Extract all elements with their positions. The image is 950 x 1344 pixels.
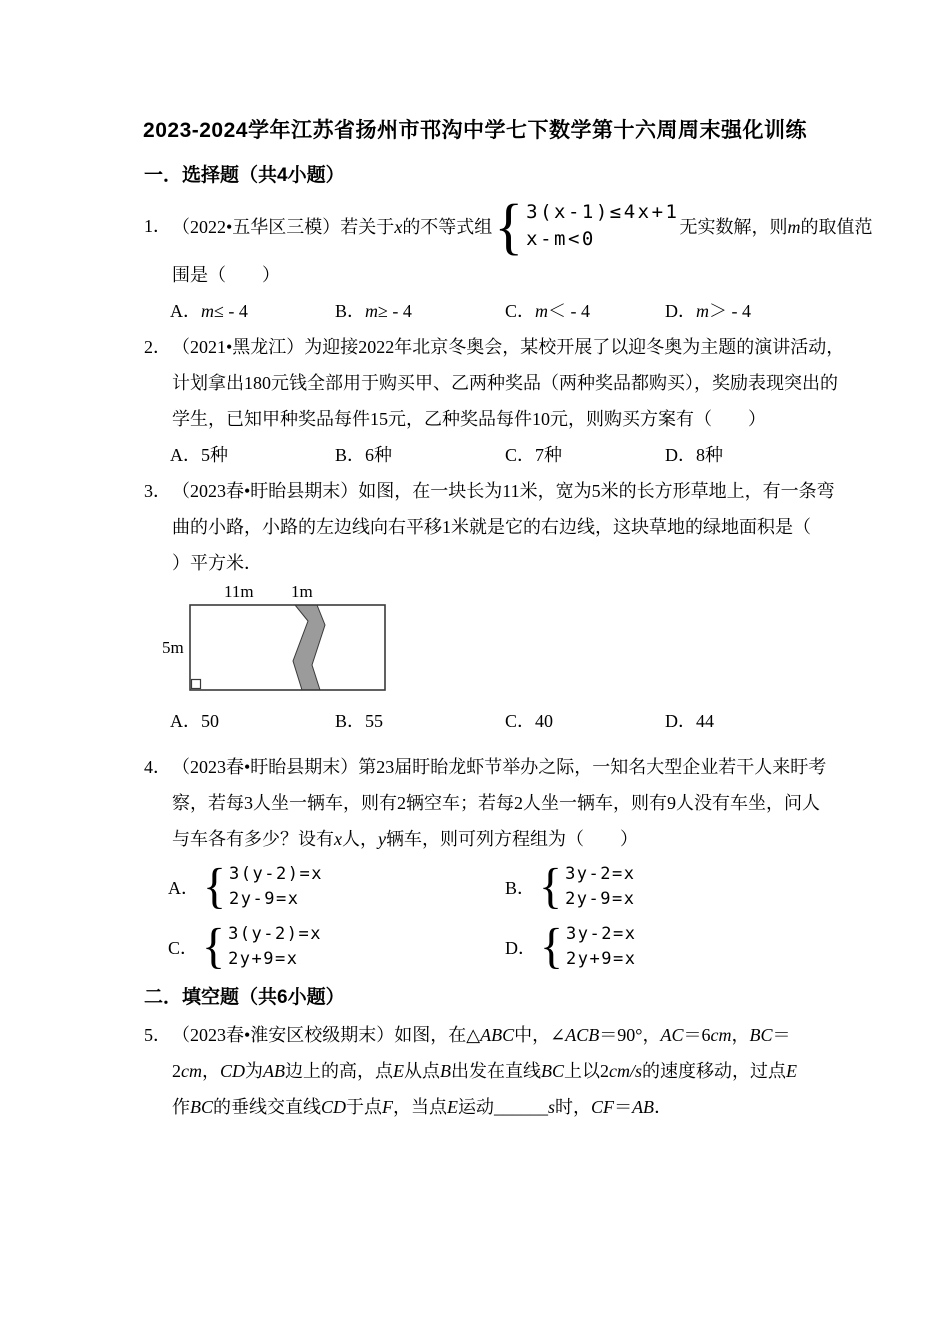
text-segment: ， (731, 1025, 750, 1045)
equation-bottom: 2y+9=x (566, 949, 637, 969)
inequality-top: 3(x-1)≤4x+1 (526, 201, 680, 223)
question-3-number: 3． (144, 481, 171, 501)
system-brace: { (539, 858, 563, 915)
text-segment: （2022•五华区三模）若关于 (172, 217, 395, 237)
math-variable: cm (710, 1025, 732, 1045)
figure-label-11m: 11m (224, 583, 254, 601)
text-segment: 出发在直线 (451, 1061, 542, 1081)
math-variable: y (378, 829, 386, 849)
text-segment: ＝90°， (599, 1025, 661, 1045)
option-d-value: 44 (696, 711, 714, 731)
question-3 (144, 473, 856, 739)
text-segment: 运动 (458, 1097, 495, 1117)
option-d (665, 703, 714, 739)
option-c-label: C． (505, 301, 536, 321)
text-segment: ＝6 (683, 1025, 711, 1045)
option-a (170, 703, 335, 739)
math-variable: AB (632, 1097, 655, 1117)
math-variable: E (393, 1061, 405, 1081)
math-variable: x (394, 217, 403, 237)
option-b (335, 703, 505, 739)
option-d-value: 8种 (696, 445, 723, 465)
option-d-value: ＞ - 4 (709, 301, 751, 321)
system-brace: { (494, 191, 524, 261)
option-b-value: 55 (365, 711, 384, 731)
math-variable: CF (591, 1097, 615, 1117)
lawn-figure-svg (160, 583, 410, 697)
system-brace: { (202, 918, 226, 975)
option-c-label: C． (505, 445, 536, 465)
question-2-options (144, 437, 856, 473)
math-variable: BC (541, 1061, 565, 1081)
question-4-number: 4． (144, 757, 171, 777)
question-1-line-2: 围是（ ） (172, 265, 280, 285)
text-segment: 作 (172, 1097, 190, 1117)
option-d-var: m (696, 301, 709, 321)
text-segment: 2 (172, 1061, 181, 1081)
option-b-label: B． (335, 445, 366, 465)
text-segment: 从点 (404, 1061, 441, 1081)
text-segment: 时， (555, 1097, 592, 1117)
option-d (665, 437, 723, 473)
option-b (335, 437, 505, 473)
question-4-options-row-2 (144, 917, 856, 977)
option-d-label: D． (505, 938, 536, 958)
text-segment: 与车各有多少？设有 (172, 829, 334, 849)
option-a-label: A． (170, 711, 201, 731)
option-d (505, 918, 637, 975)
figure-label-5m: 5m (162, 638, 184, 657)
page-title: 2023-2024学年江苏省扬州市邗沟中学七下数学第十六周周末强化训练 (143, 119, 807, 142)
option-a-label: A． (170, 301, 201, 321)
option-c-value: 7种 (535, 445, 563, 465)
math-variable: F (382, 1097, 394, 1117)
question-4-line-1: （2023春•盱眙县期末）第23届盱眙龙虾节举办之际，一知名大型企业若干人来盱考 (172, 757, 827, 777)
system-brace: { (540, 918, 564, 975)
equation-top: 3(y-2)=x (228, 924, 322, 944)
figure-label-1m: 1m (291, 583, 313, 601)
math-variable: CD (321, 1097, 347, 1117)
math-variable: E (447, 1097, 459, 1117)
option-c-value: 40 (535, 711, 554, 731)
lawn-rectangle (190, 605, 385, 690)
option-c-label: C． (168, 938, 199, 958)
option-b-var: m (365, 301, 379, 321)
math-variable: m (787, 217, 801, 237)
math-variable: cm (181, 1061, 202, 1081)
option-a-label: A． (168, 878, 199, 898)
question-3-options (144, 703, 856, 739)
text-segment: ． (654, 1097, 673, 1117)
option-a-label: A． (170, 445, 201, 465)
question-2-line-2: 计划拿出180元钱全部用于购买甲、乙两种奖品（两种奖品都购买），奖励表现突出的 (172, 373, 838, 393)
math-variable: x (334, 829, 342, 849)
question-5 (144, 1017, 856, 1125)
option-c (505, 703, 665, 739)
text-segment: 的不等式组 (402, 217, 493, 237)
option-c (168, 918, 505, 975)
option-b-system (565, 862, 635, 912)
text-segment: ， (202, 1061, 220, 1081)
math-variable: ACB (565, 1025, 600, 1045)
text-segment: ＝ (614, 1097, 633, 1117)
option-d (665, 293, 751, 329)
right-angle-marker (192, 680, 201, 689)
equation-bottom: 2y-9=x (229, 889, 300, 909)
math-variable: E (786, 1061, 798, 1081)
question-5-line-3 (144, 1089, 856, 1125)
equation-top: 3y-2=x (565, 864, 636, 884)
math-variable: B (440, 1061, 452, 1081)
option-a (168, 858, 505, 915)
math-variable: ABC (480, 1025, 515, 1045)
option-c-var: m (535, 301, 549, 321)
option-c-system (228, 922, 322, 972)
equation-top: 3y-2=x (566, 924, 637, 944)
text-segment: 边上的高，点 (285, 1061, 394, 1081)
option-c (505, 293, 665, 329)
option-c-value: ＜ - 4 (548, 301, 591, 321)
question-5-number: 5． (144, 1025, 171, 1045)
math-variable: AB (263, 1061, 286, 1081)
text-segment: 于点 (346, 1097, 383, 1117)
question-3-line-2: 曲的小路，小路的左边线向右平移1米就是它的右边线，这块草地的绿地面积是（ (172, 517, 811, 537)
question-3-line-3: ）平方米． (172, 553, 262, 573)
question-5-line-2 (144, 1053, 856, 1089)
section-heading-choice: 一．选择题（共4小题） (144, 165, 345, 186)
option-b (335, 293, 505, 329)
option-a (170, 437, 335, 473)
question-2-line-1: （2021•黑龙江）为迎接2022年北京冬奥会，某校开展了以迎冬奥为主题的演讲活动， (172, 337, 845, 357)
option-a-var: m (201, 301, 214, 321)
question-1-text-pre (172, 213, 492, 239)
question-1-text-post (679, 213, 872, 239)
option-c-label: C． (505, 711, 536, 731)
question-2-line-3: 学生，已知甲种奖品每件15元，乙种奖品每件10元，则购买方案有（ ） (172, 409, 766, 429)
option-a-value: ≤ - 4 (214, 301, 248, 321)
text-segment: ______ (494, 1097, 549, 1117)
equation-bottom: 2y-9=x (565, 889, 636, 909)
text-segment: 辆车，则可列方程组为（ ） (386, 829, 638, 849)
option-b-value: ≥ - 4 (378, 301, 412, 321)
inequality-system (526, 199, 679, 253)
text-segment: ＝ (772, 1025, 791, 1045)
math-variable: AC (660, 1025, 684, 1045)
option-a-value: 5种 (201, 445, 228, 465)
question-4-options-row-1 (144, 857, 856, 917)
text-segment: 人， (342, 829, 378, 849)
option-b-label: B． (335, 711, 366, 731)
text-segment: 上以2 (564, 1061, 610, 1081)
option-a-system (229, 862, 323, 912)
question-3-line-1: （2023春•盱眙县期末）如图，在一块长为11米，宽为5米的长方形草地上，有一条弯 (172, 481, 835, 501)
question-1-options (144, 293, 856, 329)
document-content (144, 163, 873, 1125)
text-segment: （2023春•淮安区校级期末）如图，在△ (172, 1025, 481, 1045)
option-b-label: B． (505, 878, 536, 898)
text-segment: 为 (245, 1061, 264, 1081)
option-b-value: 6种 (365, 445, 393, 465)
option-a-value: 50 (201, 711, 219, 731)
option-a (170, 293, 335, 329)
option-d-label: D． (665, 711, 696, 731)
math-variable: CD (220, 1061, 246, 1081)
text-segment: 的速度移动，过点 (642, 1061, 787, 1081)
math-variable: cm/s (609, 1061, 643, 1081)
option-d-label: D． (665, 445, 696, 465)
option-d-system (566, 922, 636, 972)
question-3-figure (160, 583, 856, 697)
inequality-bottom: x-m<0 (526, 228, 596, 250)
winding-path-band (293, 605, 325, 690)
option-d-label: D． (665, 301, 696, 321)
question-4-line-3 (144, 821, 856, 857)
option-b-label: B． (335, 301, 366, 321)
equation-top: 3(y-2)=x (229, 864, 323, 884)
math-variable: s (548, 1097, 556, 1117)
question-1-number: 1． (144, 216, 171, 236)
question-2-number: 2． (144, 337, 171, 357)
option-b (505, 858, 636, 915)
text-segment: 无实数解，则 (679, 217, 788, 237)
option-c (505, 437, 665, 473)
text-segment: ，当点 (393, 1097, 448, 1117)
system-brace: { (203, 858, 227, 915)
text-segment: 中，∠ (514, 1025, 566, 1045)
section-heading-fill-in: 二．填空题（共6小题） (144, 987, 345, 1008)
question-2 (144, 329, 856, 473)
text-segment: 的取值范 (800, 217, 873, 237)
question-1 (144, 191, 873, 329)
math-variable: BC (749, 1025, 773, 1045)
text-segment: 的垂线交直线 (213, 1097, 322, 1117)
question-5-line-1 (144, 1017, 856, 1053)
question-4 (144, 749, 856, 977)
question-1-line-1 (144, 191, 873, 261)
question-4-line-2: 察，若每3人坐一辆车，则有2辆空车；若每2人坐一辆车，则有9人没有车坐，问人 (172, 793, 820, 813)
equation-bottom: 2y+9=x (228, 949, 299, 969)
math-variable: BC (190, 1097, 214, 1117)
